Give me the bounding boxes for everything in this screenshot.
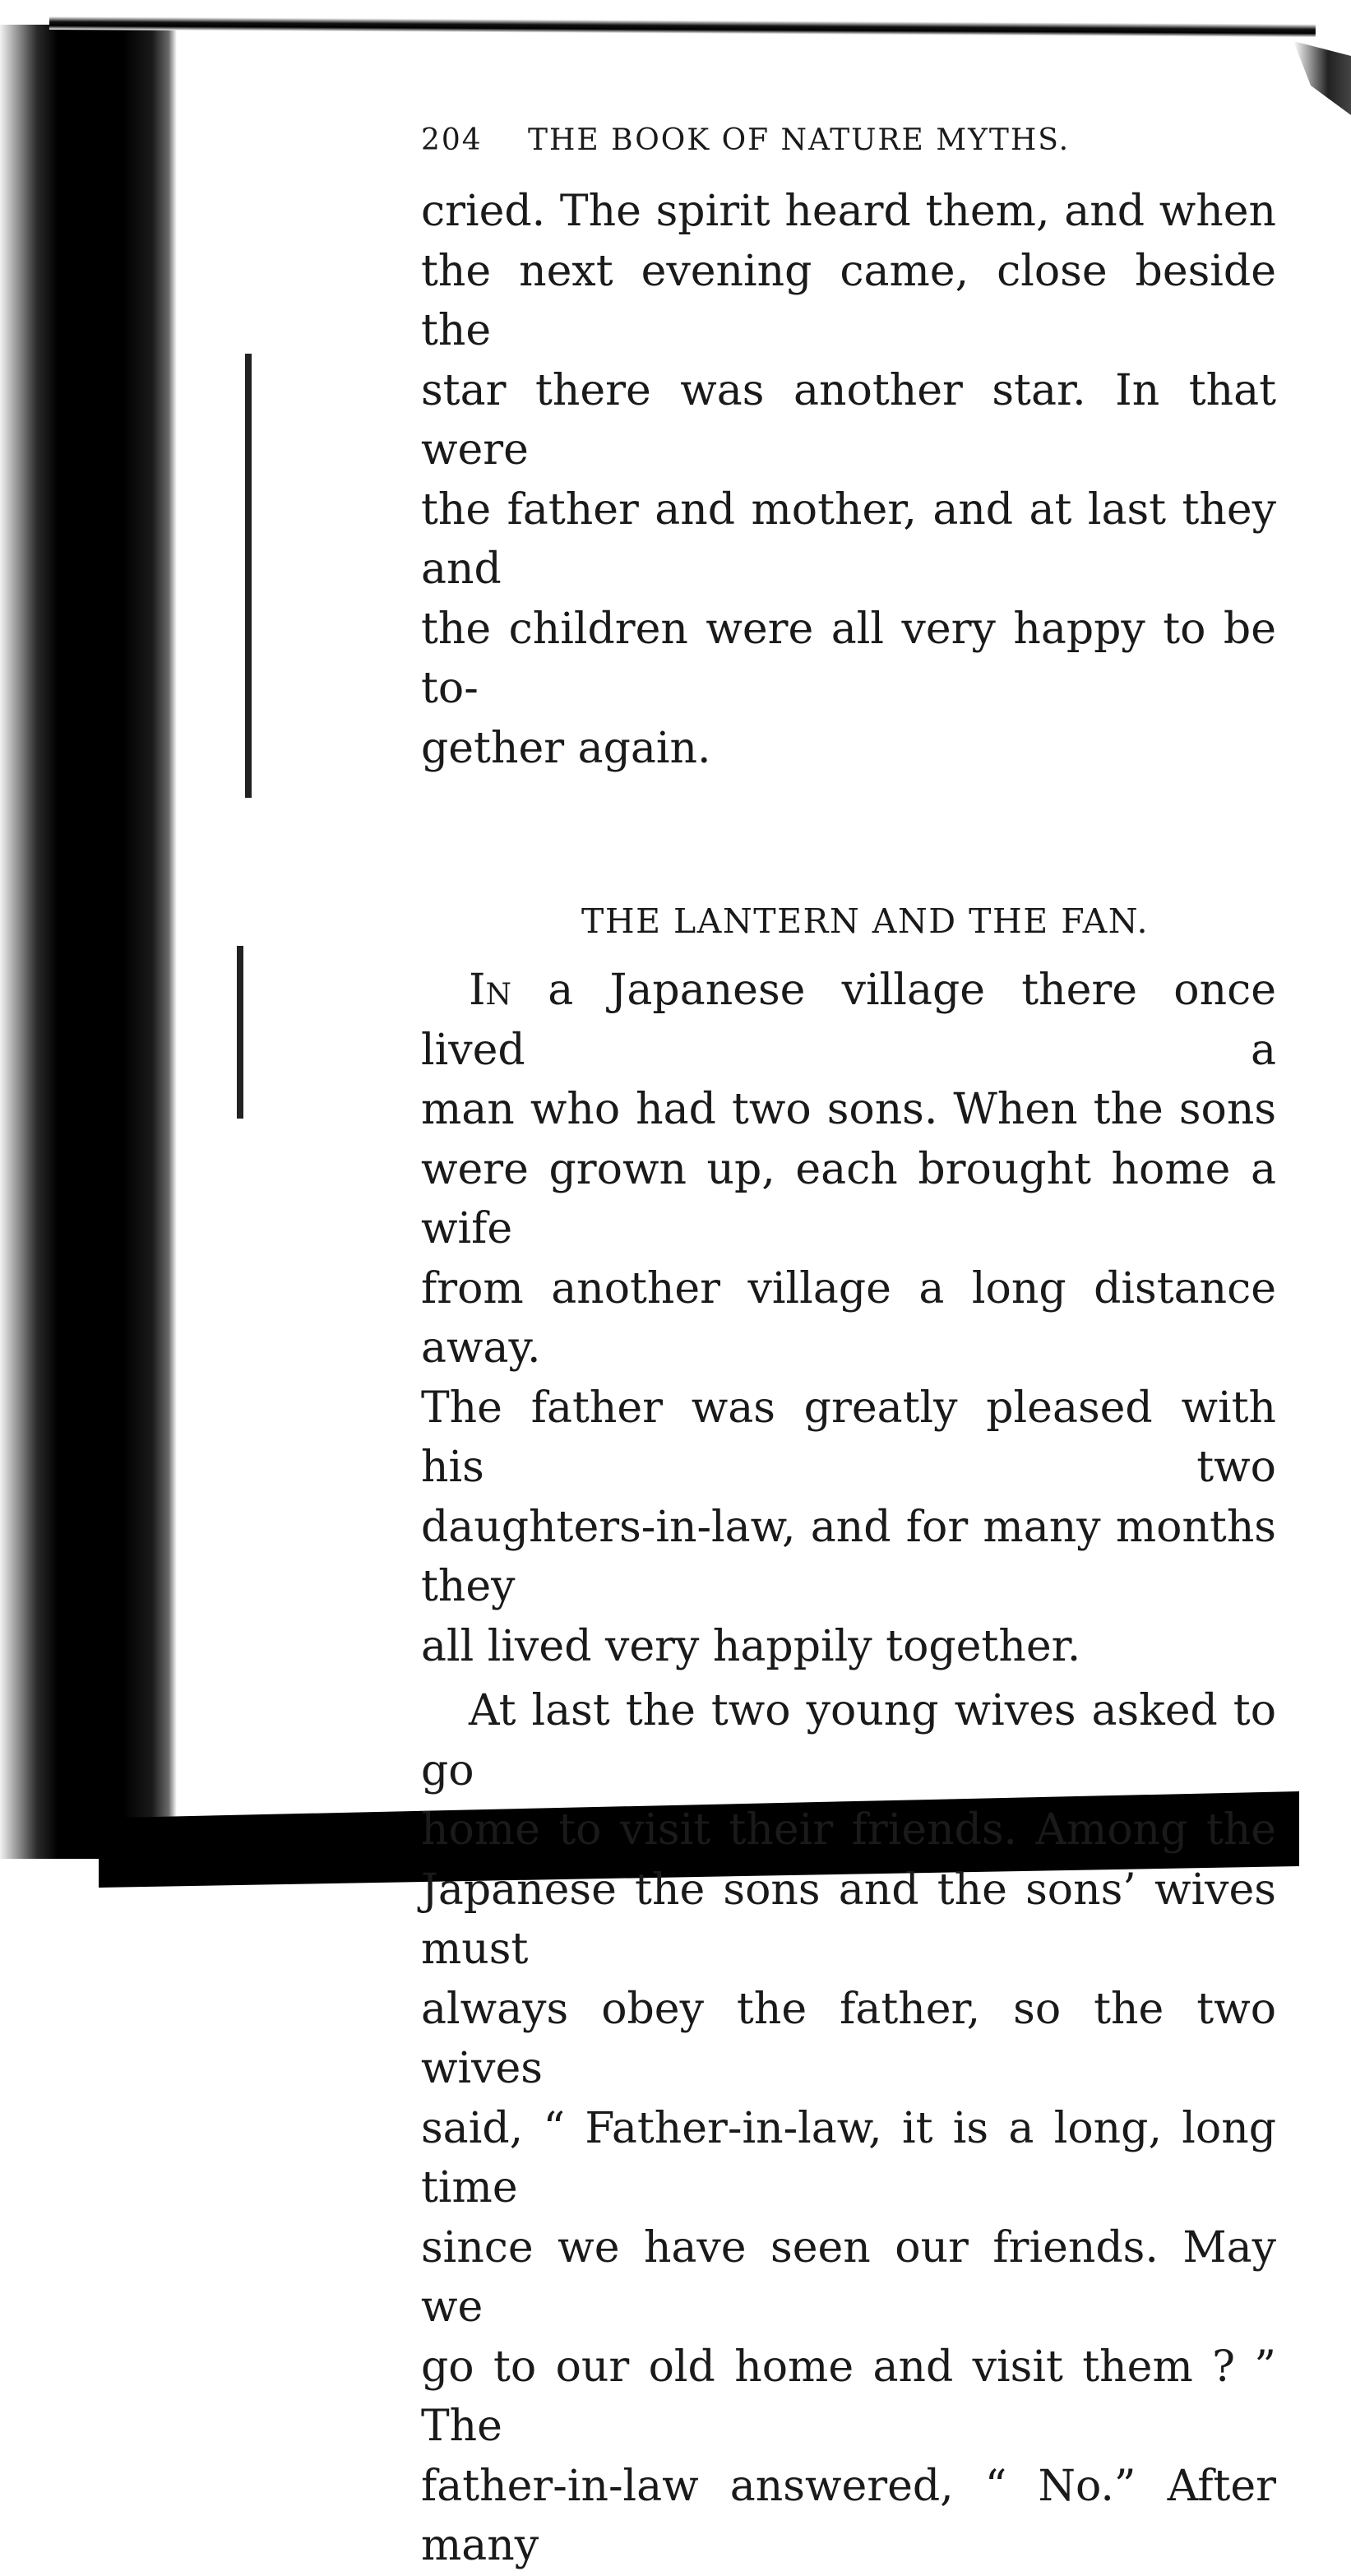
text-line: cried. The spirit heard them, and when xyxy=(421,187,1276,236)
text-line: the children were all very happy to be to- xyxy=(421,604,1276,713)
text-line: were grown up, each brought home a wife xyxy=(421,1144,1276,1253)
text-line: man who had two sons. When the sons xyxy=(421,1085,1276,1134)
text-line: since we have seen our friends. May we xyxy=(421,2222,1276,2332)
text-line: star there was another star. In that were xyxy=(421,365,1276,475)
paragraph-2 xyxy=(421,1681,1276,2576)
text-line: The father was greatly pleased with his two xyxy=(421,1383,1276,1492)
text-line: At last the two young wives asked to go xyxy=(421,1686,1276,1795)
text-line: daughters-in-law, and for many months they xyxy=(421,1502,1276,1611)
text-line: Japanese the sons and the sons’ wives must xyxy=(421,1865,1276,1974)
text-line: gether again. xyxy=(421,723,711,773)
text-line: from another village a long distance away. xyxy=(421,1263,1276,1373)
running-head xyxy=(421,123,1276,157)
binding-mark xyxy=(245,354,252,798)
book-title: THE BOOK OF NATURE MYTHS. xyxy=(528,123,1071,157)
text-line: father-in-law answered, “ No.” After many xyxy=(421,2461,1276,2570)
text-line: the next evening came, close beside the xyxy=(421,246,1276,355)
text-line: go to our old home and visit them ? ” The xyxy=(421,2342,1276,2451)
text-line: all lived very happily together. xyxy=(421,1621,1081,1671)
scan-corner-right xyxy=(1293,41,1351,115)
text-line: home to visit their friends. Among the xyxy=(421,1805,1276,1855)
lead-word: In xyxy=(469,966,512,1015)
scan-border-left xyxy=(0,25,177,1859)
binding-mark xyxy=(237,946,243,1119)
text-line: always obey the father, so the two wives xyxy=(421,1984,1276,2093)
text-line: the father and mother, and at last they and xyxy=(421,484,1276,594)
text-line xyxy=(421,961,1276,1080)
paragraph-1 xyxy=(421,961,1276,1676)
first-line-rest: a Japanese village there once lived a xyxy=(421,966,1276,1075)
page-number: 204 xyxy=(421,123,483,157)
text-line: said, “ Father-in-law, it is a long, long time xyxy=(421,2103,1276,2212)
section-title: THE LANTERN AND THE FAN. xyxy=(581,901,1150,941)
scan-border-top xyxy=(49,16,1316,37)
continuation-paragraph xyxy=(421,182,1276,778)
book-page xyxy=(421,123,1276,2576)
